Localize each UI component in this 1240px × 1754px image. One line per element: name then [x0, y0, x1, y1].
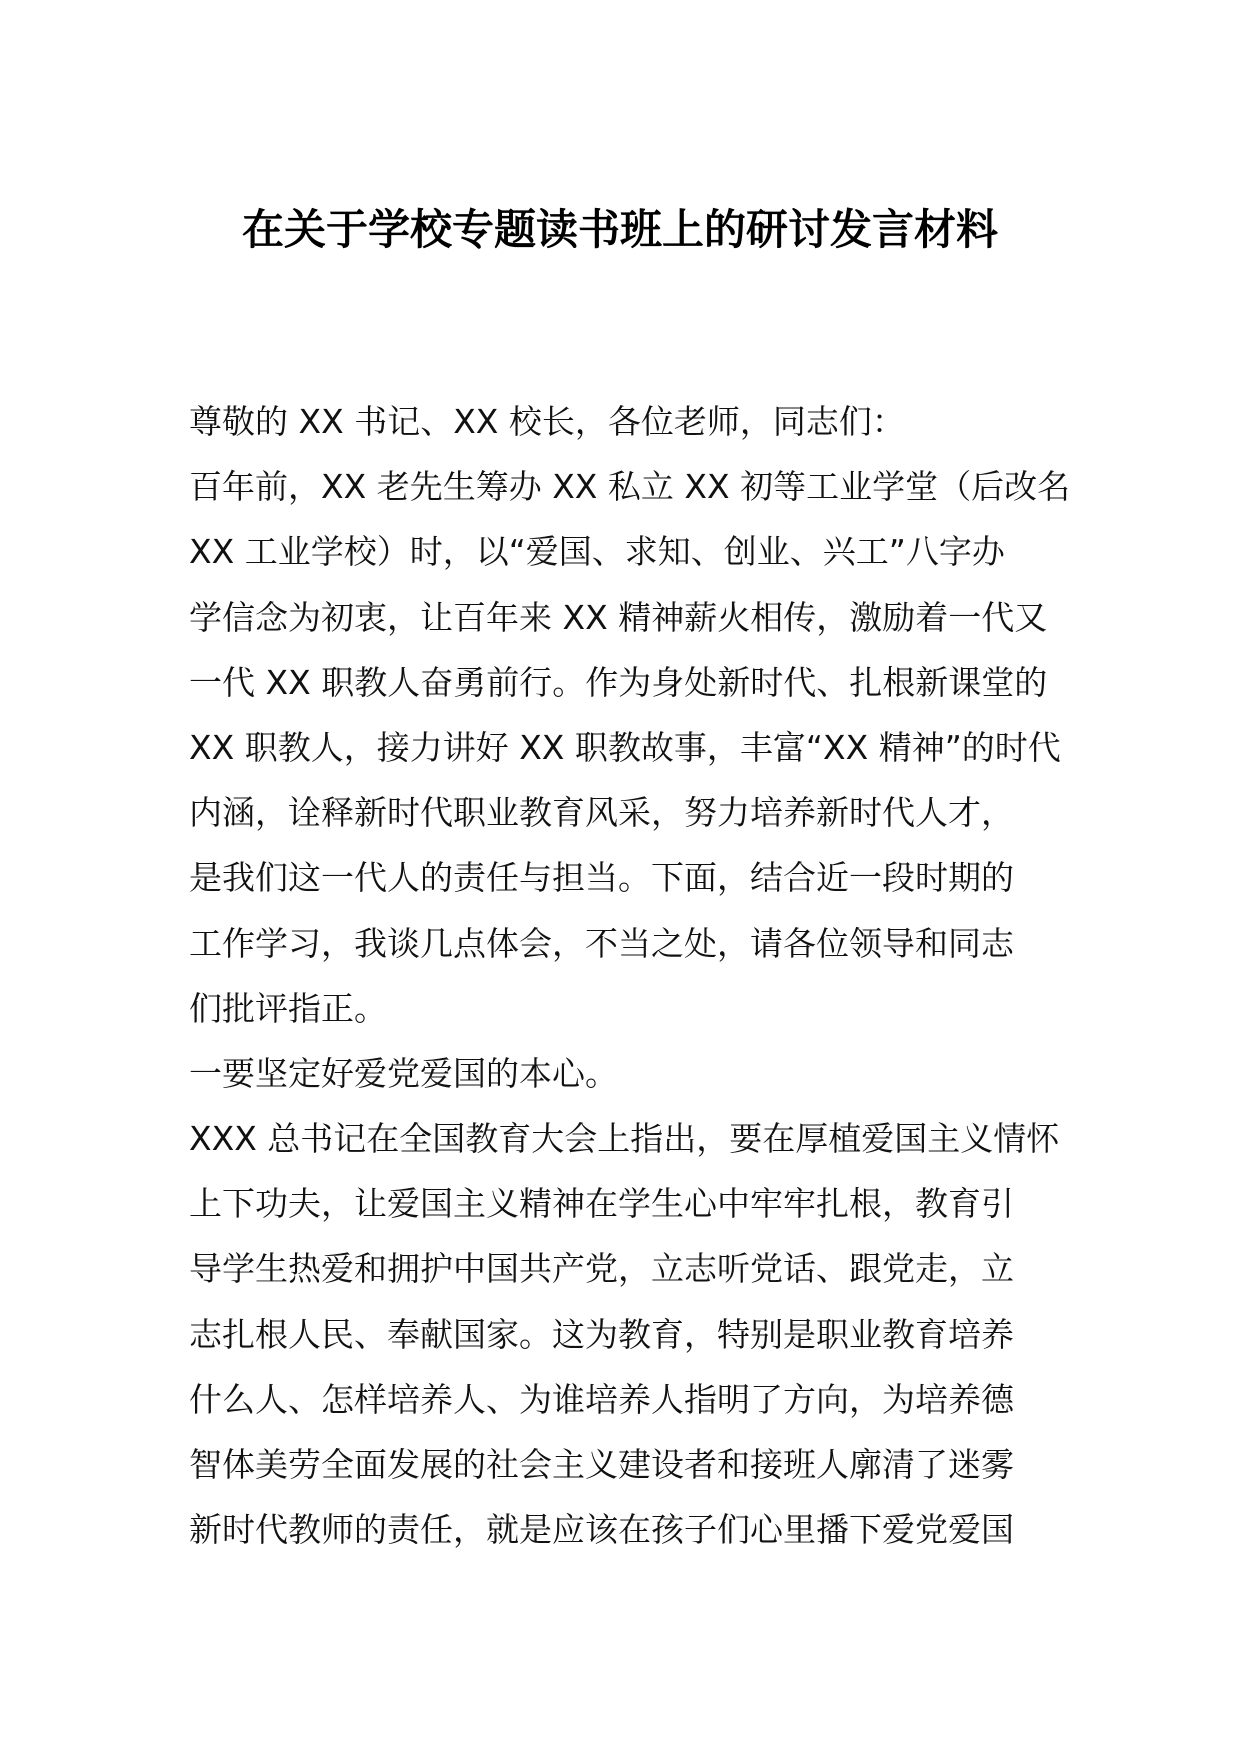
body-line: 内涵，诠释新时代职业教育风采，努力培养新时代人才，	[189, 793, 1014, 833]
body-line: 什么人、怎样培养人、为谁培养人指明了方向，为培养德	[189, 1379, 1014, 1419]
body-line: 百年前，XX 老先生筹办 XX 私立 XX 初等工业学堂（后改名	[189, 467, 1071, 507]
document-body	[189, 389, 1069, 1562]
body-line: 新时代教师的责任，就是应该在孩子们心里播下爱党爱国	[189, 1510, 1014, 1550]
section-heading: 一要坚定好爱党爱国的本心。	[189, 1053, 618, 1093]
body-line: 上下功夫，让爱国主义精神在学生心中牢牢扎根，教育引	[189, 1184, 1014, 1224]
body-line: 一代 XX 职教人奋勇前行。作为身处新时代、扎根新课堂的	[189, 662, 1048, 702]
body-line: 志扎根人民、奉献国家。这为教育，特别是职业教育培养	[189, 1314, 1014, 1354]
body-line: 导学生热爱和拥护中国共产党，立志听党话、跟党走，立	[189, 1249, 1014, 1289]
document-title: 在关于学校专题读书班上的研讨发言材料	[241, 205, 998, 254]
body-line: XX 工业学校）时，以“爱国、求知、创业、兴工”八字办	[189, 532, 1005, 572]
body-line: XX 职教人，接力讲好 XX 职教故事，丰富“XX 精神”的时代	[189, 727, 1061, 767]
body-line: XXX 总书记在全国教育大会上指出，要在厚植爱国主义情怀	[189, 1119, 1060, 1159]
body-line: 是我们这一代人的责任与担当。下面，结合近一段时期的	[189, 858, 1014, 898]
body-line: 工作学习，我谈几点体会，不当之处，请各位领导和同志	[189, 923, 1014, 963]
body-line: 们批评指正。	[189, 988, 387, 1028]
body-line: 尊敬的 XX 书记、XX 校长，各位老师，同志们：	[189, 402, 905, 441]
body-line: 学信念为初衷，让百年来 XX 精神薪火相传，激励着一代又	[189, 597, 1048, 637]
body-line: 智体美劳全面发展的社会主义建设者和接班人廓清了迷雾	[189, 1445, 1014, 1484]
